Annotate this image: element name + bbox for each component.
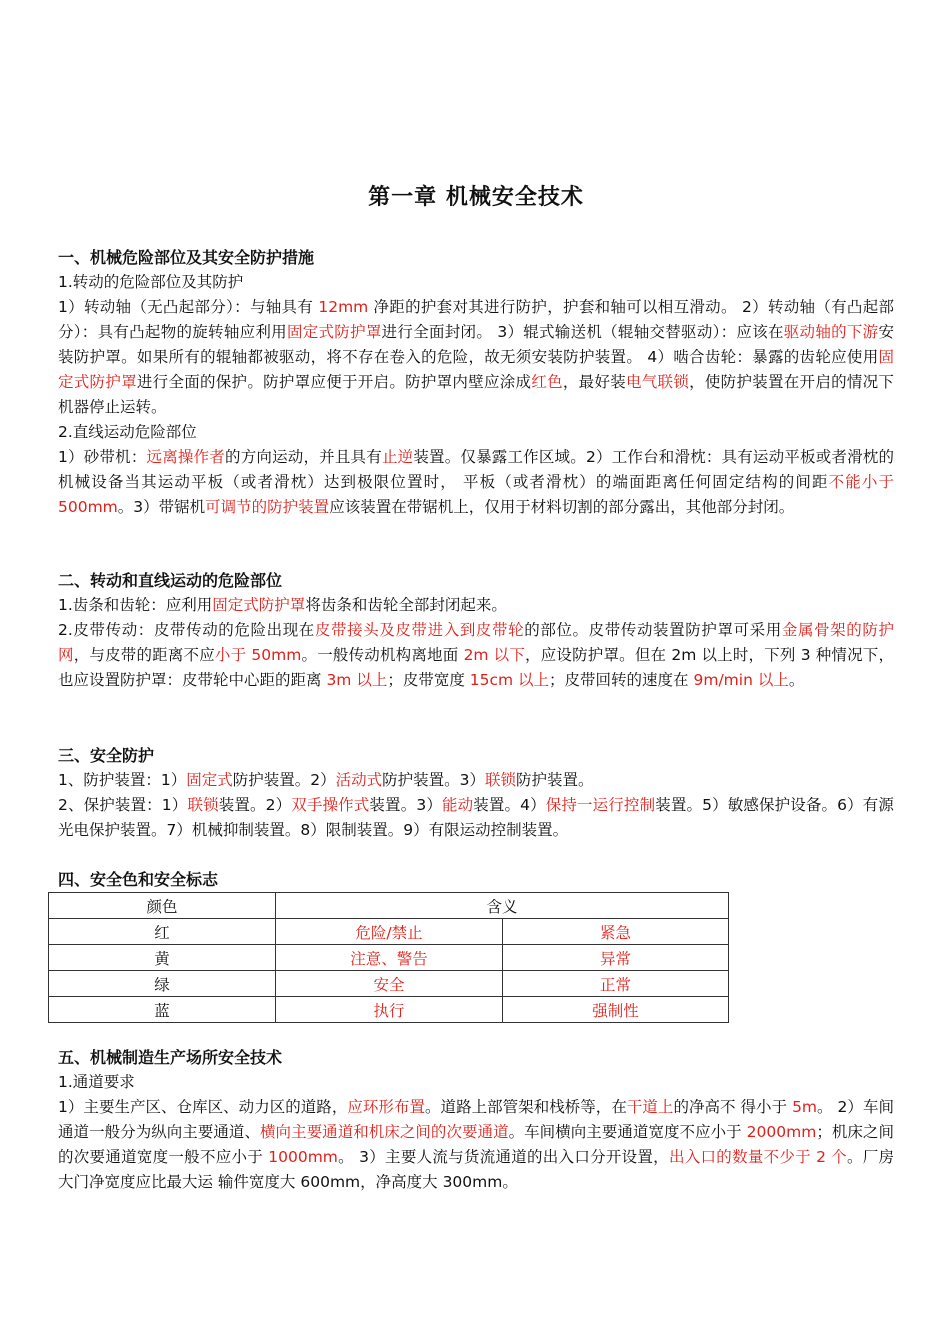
emphasis-text: 固定式 xyxy=(186,771,233,789)
section-3-para-2 xyxy=(58,793,894,843)
section-4 xyxy=(58,867,894,892)
emphasis-text: 金属骨架的防护网 xyxy=(58,621,894,664)
emphasis-text: 联锁 xyxy=(187,796,219,814)
table-cell-meaning: 正常 xyxy=(503,971,729,997)
section-1-heading: 一、机械危险部位及其安全防护措施 xyxy=(58,248,315,267)
table-cell-color: 蓝 xyxy=(49,997,276,1023)
emphasis-text: 活动式 xyxy=(335,771,383,789)
emphasis-text: 3m 以上 xyxy=(326,671,388,689)
section-5-para-1 xyxy=(58,1095,894,1195)
emphasis-text: 出入口的数量不少于 2 个 xyxy=(668,1148,847,1166)
body-text: 。厂房大门净宽度应比最大运 输件宽度大 600mm，净高度大 300mm。 xyxy=(58,1148,894,1191)
table-cell-meaning: 安全 xyxy=(276,971,503,997)
section-3-heading: 三、安全防护 xyxy=(58,746,155,765)
table-cell-meaning: 注意、警告 xyxy=(276,945,503,971)
section-4-heading: 四、安全色和安全标志 xyxy=(58,870,219,889)
table-cell-color: 红 xyxy=(49,919,276,945)
emphasis-text: 12mm xyxy=(318,298,369,316)
emphasis-text: 干道上 xyxy=(626,1098,674,1116)
table-header-row xyxy=(49,893,729,919)
emphasis-text: 1000mm xyxy=(268,1148,338,1166)
section-2-heading: 二、转动和直线运动的危险部位 xyxy=(58,571,283,590)
body-text: 。车间横向主要通道宽度不应小于 xyxy=(508,1123,747,1141)
body-text: 。道路上部管架和栈桥等，在 xyxy=(425,1098,627,1116)
section-5-sub-1: 1.通道要求 xyxy=(58,1073,135,1091)
body-text: 防护装置。3） xyxy=(382,771,486,789)
emphasis-text: 5m xyxy=(792,1098,818,1116)
emphasis-text: 红色 xyxy=(531,373,563,391)
section-5 xyxy=(58,1045,894,1195)
body-text: 1）砂带机： xyxy=(58,448,147,466)
body-text: 1、防护装置：1） xyxy=(58,771,187,789)
section-1-para-2 xyxy=(58,445,894,520)
section-3-para-1 xyxy=(58,768,894,793)
safety-color-table xyxy=(48,892,729,1023)
body-text: 1.齿条和齿轮：应利用 xyxy=(58,596,213,614)
table-cell-meaning: 强制性 xyxy=(503,997,729,1023)
table-header-meaning: 含义 xyxy=(276,893,729,919)
body-text: 装置。仅暴露工作区域。2）工作台和滑枕：具有运动平板或者滑枕的机械设备当其运动平板（或者滑枕）达到极限位置时， 平板（或者滑枕）的端面距离任何固定结构的间距 xyxy=(58,448,894,491)
section-1 xyxy=(58,245,894,520)
body-text: 的方向运动，并且具有 xyxy=(225,448,382,466)
body-text: 进行全面的保护。防护罩应便于开启。防护罩内壁应涂成 xyxy=(136,373,532,391)
body-text: ；皮带回转的速度在 xyxy=(549,671,694,689)
body-text: 应该装置在带锯机上，仅用于材料切割的部分露出，其他部分封闭。 xyxy=(329,498,795,516)
emphasis-text: 小于 50mm xyxy=(214,646,302,664)
section-1-para-1 xyxy=(58,295,894,420)
section-1-sub-2: 2.直线运动危险部位 xyxy=(58,423,197,441)
emphasis-text: 电气联锁 xyxy=(626,373,690,391)
body-text: 防护装置。2） xyxy=(232,771,336,789)
emphasis-text: 横向主要通道和机床之间的次要通道 xyxy=(260,1123,509,1141)
emphasis-text: 固定式防护罩 xyxy=(212,596,306,614)
body-text: 防护装置。 xyxy=(516,771,594,789)
section-5-heading: 五、机械制造生产场所安全技术 xyxy=(58,1048,283,1067)
body-text: 装置。5）敏感保护设备。6）有源光电保护装置。7）机械抑制装置。8）限制装置。9）有限运动控制装置。 xyxy=(58,796,894,839)
body-text: 的净高不 得小于 xyxy=(673,1098,793,1116)
table-cell-meaning: 危险/禁止 xyxy=(276,919,503,945)
body-text: 。 2）车间通道一般分为纵向主要通道、 xyxy=(58,1098,894,1141)
body-text: 2、保护装置：1） xyxy=(58,796,188,814)
emphasis-text: 9m/min 以上 xyxy=(693,671,789,689)
body-text: 。3）带锯机 xyxy=(117,498,206,516)
emphasis-text: 能动 xyxy=(441,796,474,814)
emphasis-text: 固定式防护罩 xyxy=(286,323,382,341)
body-text: ，应设防护罩。但在 2m 以上时，下列 3 种情况下，也应设置防护罩：皮带轮中心距的距离 xyxy=(58,646,894,689)
emphasis-text: 驱动轴的下游 xyxy=(783,323,879,341)
body-text: ，与皮带的距离不应 xyxy=(73,646,215,664)
emphasis-text: 2000mm xyxy=(746,1123,817,1141)
section-1-sub-1: 1.转动的危险部位及其防护 xyxy=(58,273,244,291)
emphasis-text: 固定式防护罩 xyxy=(58,348,894,391)
body-text: 。 3）主要人流与货流通道的出入口分开设置， xyxy=(337,1148,669,1166)
section-2-para-2 xyxy=(58,618,894,693)
emphasis-text: 15cm 以上 xyxy=(469,671,550,689)
table-header-color: 颜色 xyxy=(49,893,276,919)
body-text: ；机床之间的次要通道宽度一般不应小于 xyxy=(58,1123,894,1166)
section-2 xyxy=(58,568,894,693)
table-row xyxy=(49,919,729,945)
body-text: 1）转动轴（无凸起部分）：与轴具有 xyxy=(58,298,319,316)
table-row xyxy=(49,945,729,971)
table-row xyxy=(49,971,729,997)
body-text: 1）主要生产区、仓库区、动力区的道路， xyxy=(58,1098,348,1116)
body-text: 装置。4） xyxy=(473,796,546,814)
emphasis-text: 可调节的防护装置 xyxy=(205,498,330,516)
body-text: 。一般传动机构离地面 xyxy=(301,646,464,664)
emphasis-text: 止逆 xyxy=(381,448,414,466)
emphasis-text: 联锁 xyxy=(485,771,517,789)
table-cell-meaning: 紧急 xyxy=(503,919,729,945)
emphasis-text: 双手操作式 xyxy=(291,796,370,814)
chapter-title: 第一章 机械安全技术 xyxy=(368,185,584,210)
emphasis-text: 应环形布置 xyxy=(347,1098,426,1116)
table-row xyxy=(49,997,729,1023)
body-text: 2.皮带传动：皮带传动的危险出现在 xyxy=(58,621,315,639)
body-text: 装置。3） xyxy=(369,796,442,814)
emphasis-text: 2m 以下 xyxy=(463,646,526,664)
section-3 xyxy=(58,743,894,843)
emphasis-text: 皮带接头及皮带进入到皮带轮 xyxy=(314,621,525,639)
table-cell-color: 黄 xyxy=(49,945,276,971)
body-text: 的部位。皮带传动装置防护罩可采用 xyxy=(524,621,782,639)
table-cell-meaning: 执行 xyxy=(276,997,503,1023)
body-text: 净距的护套对其进行防护，护套和轴可以相互滑动。 2）转动轴（有凸起部分）：具有凸起物的旋转轴应利用 xyxy=(58,298,894,341)
table-cell-color: 绿 xyxy=(49,971,276,997)
body-text: ，最好装 xyxy=(562,373,626,391)
body-text: ；皮带宽度 xyxy=(387,671,470,689)
body-text: 装置。2） xyxy=(218,796,292,814)
section-2-para-1 xyxy=(58,593,894,618)
table-cell-meaning: 异常 xyxy=(503,945,729,971)
body-text: 将齿条和齿轮全部封闭起来。 xyxy=(305,596,507,614)
emphasis-text: 保持一运行控制 xyxy=(545,796,656,814)
body-text: 进行全面封闭。 3）辊式输送机（辊轴交替驱动）：应该在 xyxy=(381,323,784,341)
body-text: ，使防护装置在开启的情况下机器停止运转。 xyxy=(58,373,894,416)
emphasis-text: 不能小于 500mm xyxy=(58,473,894,516)
body-text: 。 xyxy=(788,671,805,689)
body-text: 安装防护罩。如果所有的辊轴都被驱动，将不存在卷入的危险，故无须安装防护装置。 4）啮合齿轮：暴露的齿轮应使用 xyxy=(58,323,894,366)
emphasis-text: 远离操作者 xyxy=(146,448,225,466)
